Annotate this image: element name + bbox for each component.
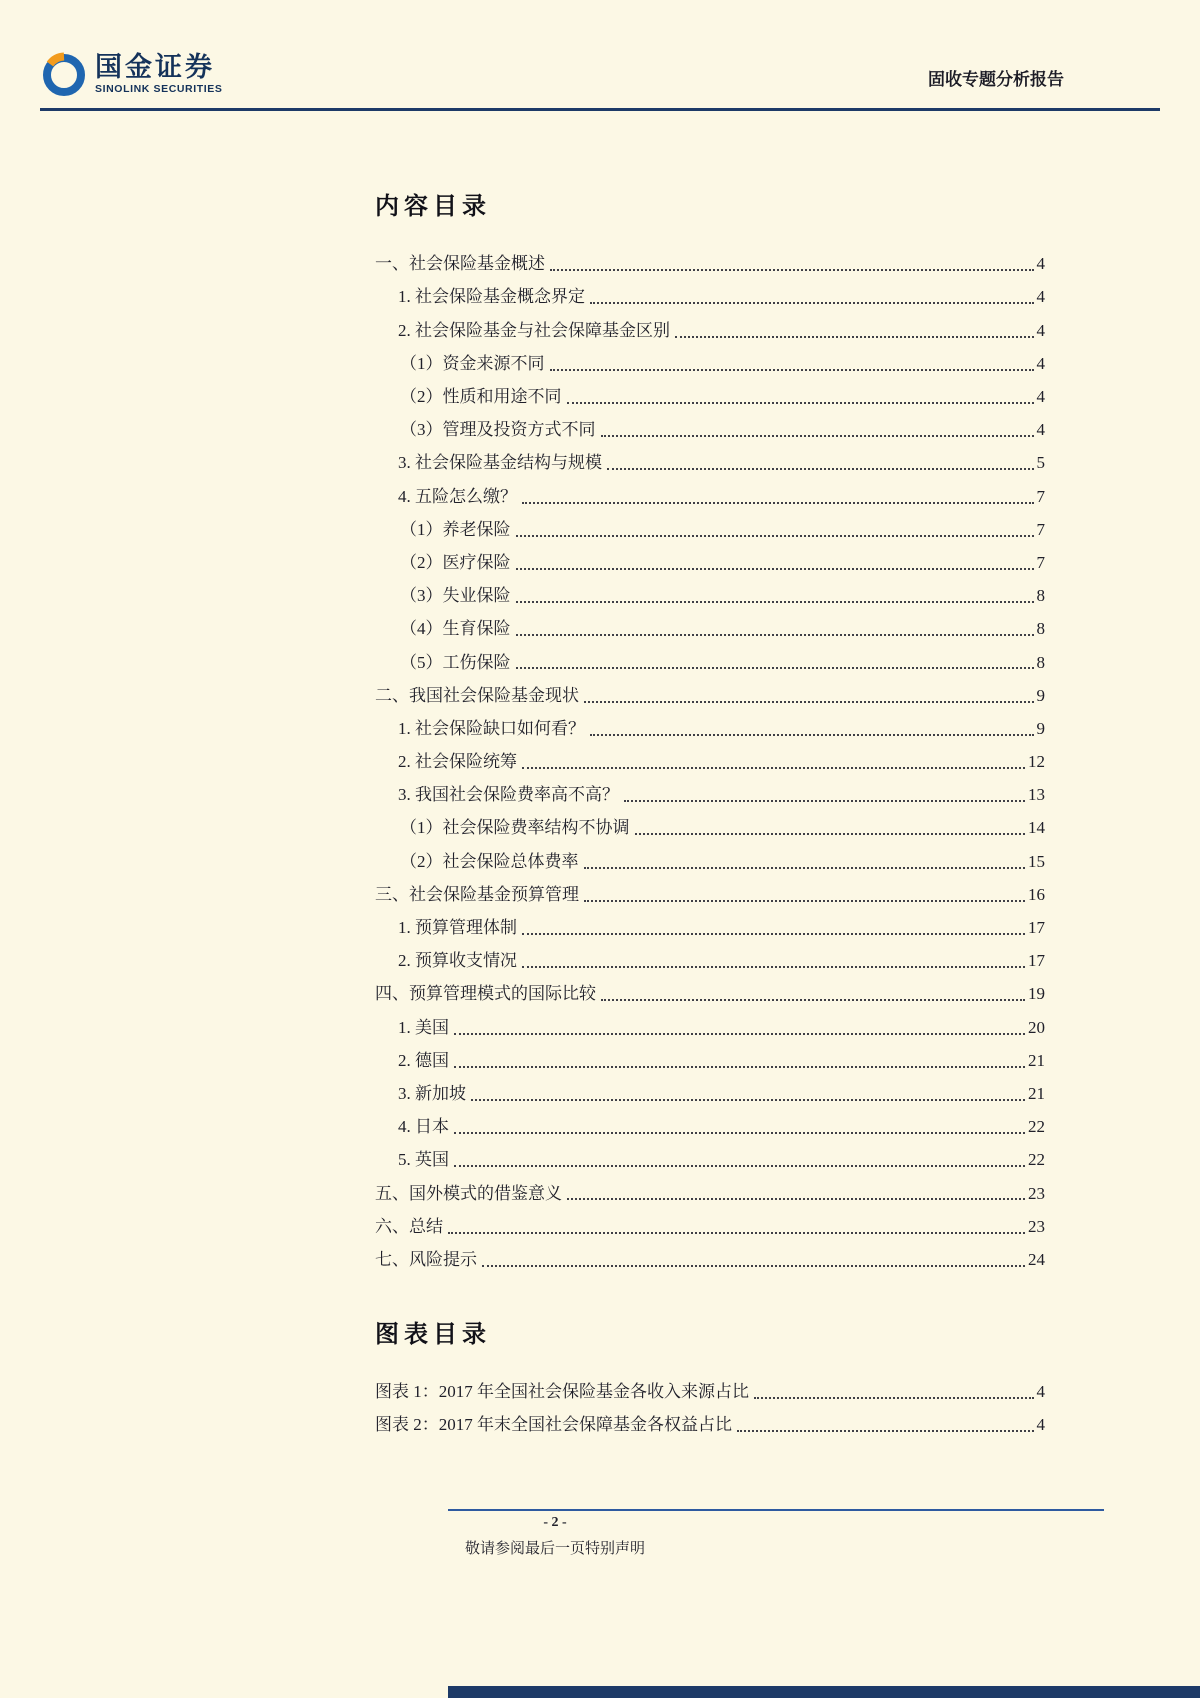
dotted-leader (567, 1198, 1025, 1200)
dotted-leader (754, 1397, 1034, 1399)
toc-entry[interactable] (375, 674, 1045, 707)
toc-entry[interactable] (375, 509, 1045, 542)
toc-entry-label: 3. 新加坡 (398, 1083, 466, 1103)
dotted-leader (482, 1265, 1025, 1267)
toc-entry-page: 4 (1036, 254, 1045, 274)
dotted-leader (635, 833, 1026, 835)
dotted-leader (584, 701, 1034, 703)
page-number: - 2 - (543, 1515, 567, 1530)
toc-entry-label: 4. 五险怎么缴？ (398, 486, 517, 506)
toc-entry-label: （4）生育保险 (400, 619, 511, 639)
toc-entry[interactable] (375, 708, 1045, 741)
toc-entry-page: 4 (1036, 320, 1045, 340)
toc-entry-page: 22 (1028, 1150, 1045, 1170)
toc-entry-label: 一、社会保险基金概述 (375, 254, 545, 274)
toc-entry[interactable] (375, 774, 1045, 807)
toc-entry-page: 8 (1036, 619, 1045, 639)
footer-bottom-bar (448, 1686, 1200, 1698)
report-header (40, 50, 1160, 98)
toc-entry-page: 5 (1036, 453, 1045, 473)
figures-title: 图表目录 (375, 1321, 491, 1348)
toc-entry[interactable] (375, 309, 1045, 342)
toc-entry-label: 3. 我国社会保险费率高不高？ (398, 785, 619, 805)
brand-text (95, 53, 223, 95)
dotted-leader (590, 302, 1034, 304)
toc-entry[interactable] (375, 1106, 1045, 1139)
toc-entry-page: 21 (1028, 1083, 1045, 1103)
brand-logo (40, 50, 223, 98)
figures-list (375, 1371, 1045, 1437)
toc-entry-page: 12 (1028, 752, 1045, 772)
toc-entry[interactable] (375, 1040, 1045, 1073)
dotted-leader (471, 1099, 1025, 1101)
toc-entry[interactable] (375, 343, 1045, 376)
toc-entry-label: 2. 预算收支情况 (398, 951, 517, 971)
dotted-leader (516, 601, 1034, 603)
toc-entry-page: 17 (1028, 951, 1045, 971)
dotted-leader (601, 435, 1034, 437)
toc-entry-page: 4 (1036, 387, 1045, 406)
toc-entry-label: 2. 社会保险统筹 (398, 752, 517, 772)
toc-entry-page: 13 (1028, 785, 1045, 805)
toc-entry-label: 3. 社会保险基金结构与规模 (398, 453, 602, 473)
toc-entry-page: 7 (1036, 552, 1045, 572)
toc-entry-page: 16 (1028, 884, 1045, 904)
toc-entry[interactable] (375, 807, 1045, 840)
dotted-leader (607, 468, 1034, 470)
figure-entry-label: 图表 2：2017 年末全国社会保障基金各权益占比 (375, 1415, 732, 1435)
toc-entry-label: 4. 日本 (398, 1117, 449, 1137)
toc-entry[interactable] (375, 874, 1045, 907)
brand-name-en: SINOLINK SECURITIES (95, 82, 223, 95)
toc-entry-page: 23 (1028, 1183, 1045, 1203)
toc-entry[interactable] (375, 1205, 1045, 1238)
toc-entry-label: （5）工伤保险 (400, 652, 511, 672)
toc-entry[interactable] (375, 973, 1045, 1006)
toc-entry-page: 17 (1028, 918, 1045, 937)
dotted-leader (454, 1033, 1025, 1035)
toc-entry[interactable] (375, 442, 1045, 475)
toc-entry-page: 15 (1028, 851, 1045, 871)
dotted-leader (522, 767, 1025, 769)
figure-entry[interactable] (375, 1404, 1045, 1437)
toc-entry-label: 1. 美国 (398, 1017, 449, 1037)
toc-entry-label: 2. 德国 (398, 1050, 449, 1070)
toc-entry-page: 9 (1036, 685, 1045, 705)
dotted-leader (448, 1232, 1025, 1234)
toc-entry-page: 7 (1036, 519, 1045, 539)
toc-list (375, 243, 1045, 1272)
figure-entry-page: 4 (1036, 1382, 1045, 1402)
toc-entry-page: 7 (1036, 486, 1045, 506)
toc-entry[interactable] (375, 907, 1045, 940)
sinolink-logo-icon (40, 50, 88, 98)
toc-entry-label: （1）养老保险 (400, 519, 511, 539)
toc-title: 内容目录 (375, 194, 491, 220)
toc-entry-label: 六、总结 (375, 1216, 443, 1236)
toc-entry[interactable] (375, 940, 1045, 973)
toc-entry-label: （1）资金来源不同 (400, 353, 545, 373)
toc-entry-label: 二、我国社会保险基金现状 (375, 685, 579, 705)
toc-entry[interactable] (375, 376, 1045, 409)
dotted-leader (454, 1132, 1025, 1134)
toc-entry-label: 1. 社会保险缺口如何看？ (398, 718, 585, 738)
toc-entry-label: （2）医疗保险 (400, 552, 511, 572)
footer-disclaimer: 敬请参阅最后一页特别声明 (464, 1541, 645, 1557)
toc-entry[interactable] (375, 409, 1045, 442)
dotted-leader (590, 734, 1034, 736)
toc-entry[interactable] (375, 1006, 1045, 1039)
toc-entry-page: 9 (1036, 718, 1045, 738)
toc-entry[interactable] (375, 542, 1045, 575)
dotted-leader (601, 999, 1025, 1001)
toc-content (375, 186, 1045, 1437)
dotted-leader (584, 900, 1025, 902)
dotted-leader (454, 1066, 1025, 1068)
toc-entry-label: （1）社会保险费率结构不协调 (400, 818, 630, 838)
toc-entry-label: （2）性质和用途不同 (400, 387, 562, 406)
toc-entry-label: 5. 英国 (398, 1150, 449, 1170)
toc-entry-label: 1. 社会保险基金概念界定 (398, 287, 585, 307)
toc-entry[interactable] (375, 243, 1045, 276)
toc-entry-label: 1. 预算管理体制 (398, 918, 517, 937)
toc-entry-page: 4 (1036, 287, 1045, 307)
dotted-leader (550, 369, 1034, 371)
report-type-label: 固收专题分析报告 (928, 70, 1064, 89)
footer-divider (448, 1509, 1104, 1511)
toc-entry[interactable] (375, 840, 1045, 873)
toc-entry-page: 8 (1036, 586, 1045, 606)
toc-entry-page: 21 (1028, 1050, 1045, 1070)
toc-entry-label: （2）社会保险总体费率 (400, 851, 579, 871)
figure-entry-page: 4 (1036, 1415, 1045, 1435)
dotted-leader (675, 336, 1034, 338)
toc-entry[interactable] (375, 1139, 1045, 1172)
dotted-leader (522, 966, 1025, 968)
header-divider (40, 108, 1160, 111)
dotted-leader (567, 402, 1034, 404)
toc-entry[interactable] (375, 1172, 1045, 1205)
toc-entry[interactable] (375, 475, 1045, 508)
toc-entry-label: 七、风险提示 (375, 1249, 477, 1269)
toc-entry[interactable] (375, 1073, 1045, 1106)
dotted-leader (522, 933, 1025, 935)
toc-entry[interactable] (375, 1239, 1045, 1272)
dotted-leader (516, 667, 1034, 669)
toc-entry-page: 8 (1036, 652, 1045, 672)
toc-entry-label: 三、社会保险基金预算管理 (375, 884, 579, 904)
toc-entry-page: 4 (1036, 353, 1045, 373)
toc-entry[interactable] (375, 641, 1045, 674)
dotted-leader (454, 1165, 1025, 1167)
dotted-leader (550, 269, 1034, 271)
toc-entry-page: 20 (1028, 1017, 1045, 1037)
toc-entry-page: 4 (1036, 420, 1045, 440)
dotted-leader (522, 502, 1034, 504)
figure-entry-label: 图表 1：2017 年全国社会保险基金各收入来源占比 (375, 1382, 749, 1402)
toc-entry[interactable] (375, 608, 1045, 641)
dotted-leader (516, 634, 1034, 636)
dotted-leader (516, 568, 1034, 570)
toc-entry-page: 23 (1028, 1216, 1045, 1236)
toc-entry-label: 四、预算管理模式的国际比较 (375, 984, 596, 1004)
dotted-leader (584, 867, 1026, 869)
toc-entry-label: 五、国外模式的借鉴意义 (375, 1183, 562, 1203)
dotted-leader (624, 800, 1025, 802)
toc-entry-label: 2. 社会保险基金与社会保障基金区别 (398, 320, 670, 340)
toc-entry[interactable] (375, 575, 1045, 608)
toc-entry[interactable] (375, 276, 1045, 309)
dotted-leader (516, 535, 1034, 537)
figure-entry[interactable] (375, 1371, 1045, 1404)
dotted-leader (737, 1430, 1034, 1432)
brand-name-cn: 国金证券 (95, 52, 215, 83)
toc-entry[interactable] (375, 741, 1045, 774)
toc-entry-page: 19 (1028, 984, 1045, 1004)
toc-entry-label: （3）管理及投资方式不同 (400, 420, 596, 440)
toc-entry-page: 14 (1028, 818, 1045, 838)
toc-entry-page: 22 (1028, 1117, 1045, 1137)
toc-entry-page: 24 (1028, 1249, 1045, 1269)
toc-entry-label: （3）失业保险 (400, 586, 511, 606)
